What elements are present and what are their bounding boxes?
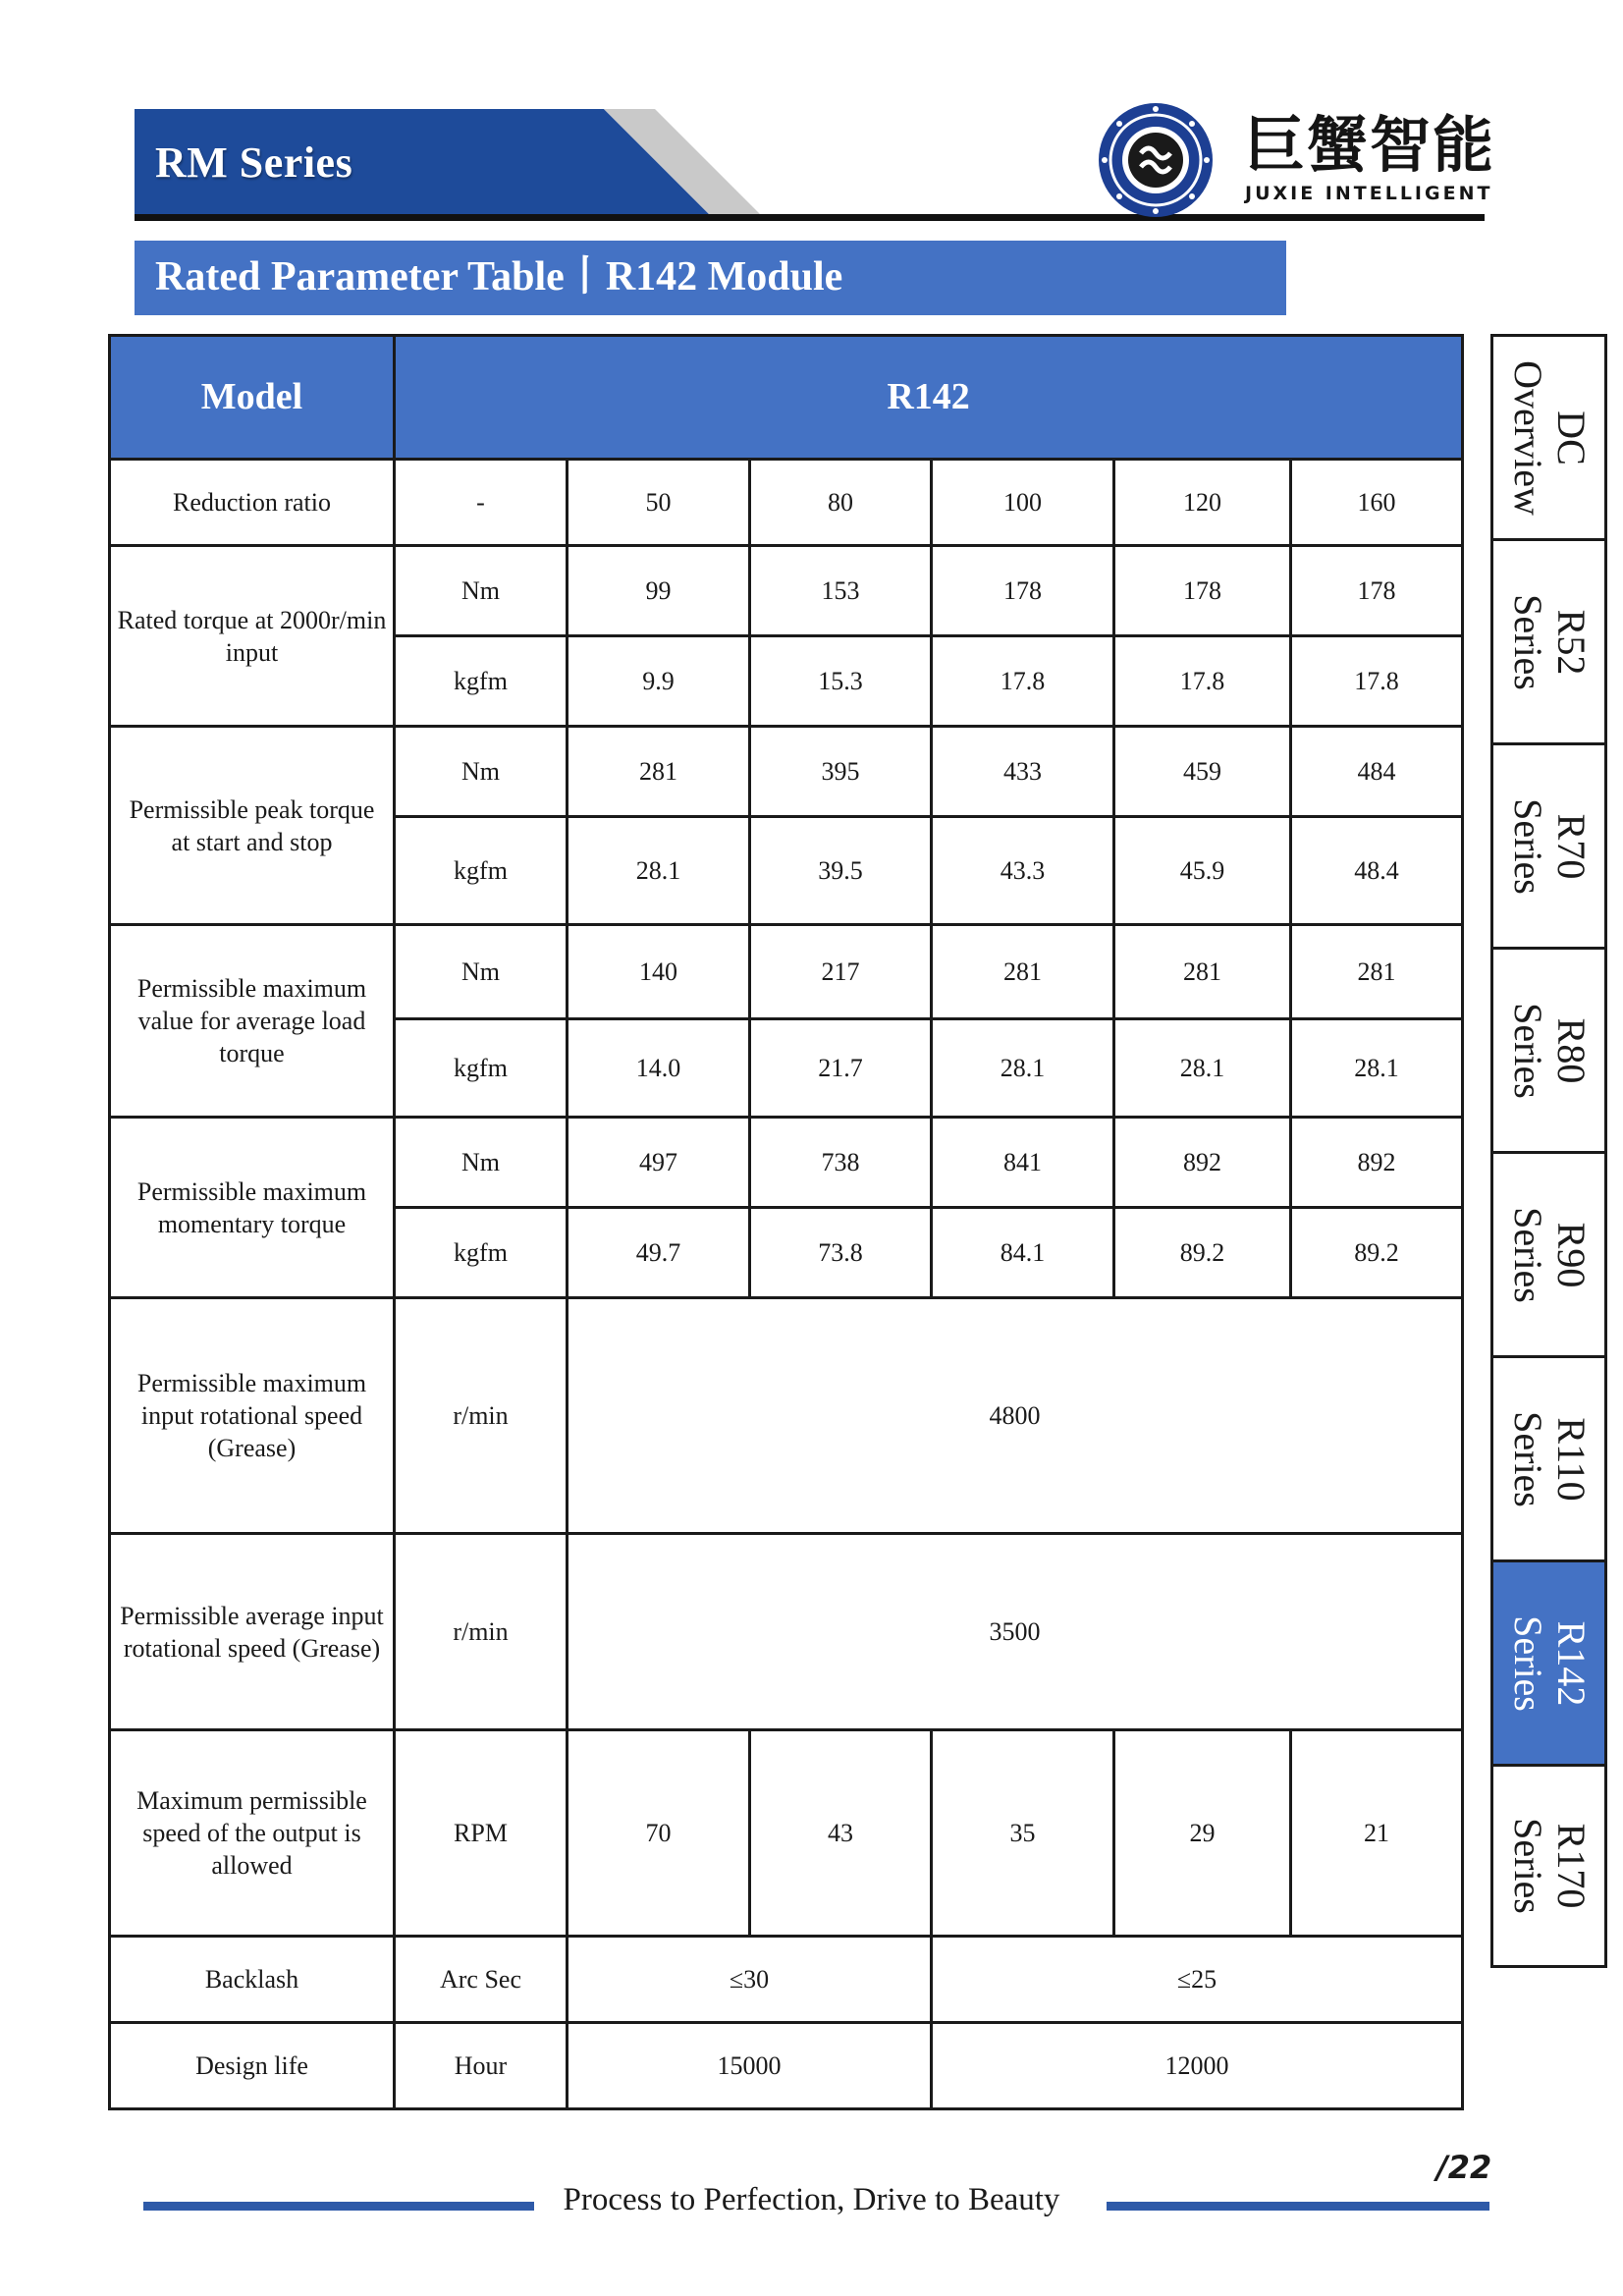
row-unit: Hour: [395, 2023, 568, 2109]
table-cell: 28.1: [1291, 1019, 1463, 1118]
row-unit: r/min: [395, 1534, 568, 1730]
table-cell: 281: [1114, 925, 1291, 1019]
row-unit: Nm: [395, 1118, 568, 1208]
brand-name-english: JUXIE INTELLIGENT: [1245, 183, 1493, 204]
table-cell: 89.2: [1291, 1208, 1463, 1298]
table-header-row: [110, 336, 1463, 460]
header-rule: [135, 214, 1485, 221]
row-label: Permissible maximum momentary torque: [110, 1118, 395, 1298]
row-label: Permissible peak torque at start and stop: [110, 727, 395, 925]
tab-label-line1: R80: [1548, 1017, 1594, 1083]
table-cell: 89.2: [1114, 1208, 1291, 1298]
row-label: Maximum permissible speed of the output is allowed: [110, 1730, 395, 1937]
table-cell: 15000: [568, 2023, 932, 2109]
table-cell: 84.1: [932, 1208, 1114, 1298]
table-cell: 28.1: [1114, 1019, 1291, 1118]
table-cell: 433: [932, 727, 1114, 817]
table-cell: 17.8: [1291, 636, 1463, 727]
table-cell: 153: [750, 546, 932, 636]
table-cell: ≤30: [568, 1937, 932, 2023]
table-cell: 43: [750, 1730, 932, 1937]
brand-logo-icon: [1098, 102, 1214, 218]
table-cell: 15.3: [750, 636, 932, 727]
tab-dc-overview[interactable]: [1490, 334, 1607, 538]
footer-slogan: Process to Perfection, Drive to Beauty: [563, 2182, 1060, 2217]
tab-label-line2: Series: [1505, 1410, 1550, 1507]
table-cell: 178: [1291, 546, 1463, 636]
table-cell: 140: [568, 925, 750, 1019]
tab-label-line1: R52: [1548, 609, 1594, 675]
row-unit: r/min: [395, 1298, 568, 1534]
tab-label-line2: Series: [1505, 1818, 1550, 1914]
table-cell: 35: [932, 1730, 1114, 1937]
tab-label-line1: R90: [1548, 1222, 1594, 1287]
row-unit: kgfm: [395, 1208, 568, 1298]
table-cell: 80: [750, 460, 932, 546]
table-cell: 120: [1114, 460, 1291, 546]
table-cell: ≤25: [932, 1937, 1463, 2023]
tab-label-line1: R70: [1548, 813, 1594, 879]
row-label: Reduction ratio: [110, 460, 395, 546]
model-value: R142: [395, 336, 1463, 460]
row-unit: Nm: [395, 727, 568, 817]
table-cell: 73.8: [750, 1208, 932, 1298]
row-unit: kgfm: [395, 817, 568, 925]
table-cell: 17.8: [932, 636, 1114, 727]
table-row: [110, 1298, 1463, 1534]
series-tab-nav: [1490, 334, 1607, 1968]
table-cell: 21.7: [750, 1019, 932, 1118]
table-cell: 70: [568, 1730, 750, 1937]
table-row: [110, 727, 1463, 817]
table-cell: 17.8: [1114, 636, 1291, 727]
table-cell: 45.9: [1114, 817, 1291, 925]
table-cell: 892: [1291, 1118, 1463, 1208]
row-label: Permissible maximum input rotational speed (Grease): [110, 1298, 395, 1534]
table-cell: 39.5: [750, 817, 932, 925]
table-row: [110, 460, 1463, 546]
row-label: Permissible average input rotational speed (Grease): [110, 1534, 395, 1730]
tab-label-line1: R110: [1548, 1416, 1594, 1502]
row-label: Design life: [110, 2023, 395, 2109]
tab-r90-series[interactable]: [1490, 1151, 1607, 1355]
table-cell: 43.3: [932, 817, 1114, 925]
table-cell: 484: [1291, 727, 1463, 817]
row-unit: kgfm: [395, 636, 568, 727]
table-cell: 28.1: [568, 817, 750, 925]
tab-label-line2: Series: [1505, 1206, 1550, 1303]
table-cell: 178: [1114, 546, 1291, 636]
table-row: [110, 1730, 1463, 1937]
table-cell: 4800: [568, 1298, 1463, 1534]
row-unit: Nm: [395, 546, 568, 636]
table-cell: 160: [1291, 460, 1463, 546]
tab-r70-series[interactable]: [1490, 742, 1607, 947]
tab-label-line1: R142: [1548, 1620, 1594, 1706]
table-cell: 12000: [932, 2023, 1463, 2109]
table-row: [110, 546, 1463, 636]
table-cell: 48.4: [1291, 817, 1463, 925]
row-label: Backlash: [110, 1937, 395, 2023]
row-label: Rated torque at 2000r/min input: [110, 546, 395, 727]
table-cell: 100: [932, 460, 1114, 546]
model-label: Model: [110, 336, 395, 460]
tab-label-line2: Overview: [1505, 359, 1550, 516]
row-unit: Nm: [395, 925, 568, 1019]
row-unit: RPM: [395, 1730, 568, 1937]
table-cell: 14.0: [568, 1019, 750, 1118]
table-cell: 738: [750, 1118, 932, 1208]
row-label: Permissible maximum value for average load torque: [110, 925, 395, 1118]
table-cell: 50: [568, 460, 750, 546]
table-row: [110, 1937, 1463, 2023]
table-cell: 892: [1114, 1118, 1291, 1208]
tab-r52-series[interactable]: [1490, 538, 1607, 742]
row-unit: Arc Sec: [395, 1937, 568, 2023]
tab-label-line1: DC: [1548, 410, 1594, 465]
tab-r110-series[interactable]: [1490, 1355, 1607, 1559]
page-number: /22: [1436, 2149, 1492, 2186]
table-cell: 3500: [568, 1534, 1463, 1730]
table-row: [110, 2023, 1463, 2109]
table-cell: 281: [568, 727, 750, 817]
table-cell: 49.7: [568, 1208, 750, 1298]
row-unit: -: [395, 460, 568, 546]
table-cell: 29: [1114, 1730, 1291, 1937]
table-row: [110, 925, 1463, 1019]
table-row: [110, 1534, 1463, 1730]
tab-label-line2: Series: [1505, 797, 1550, 895]
table-cell: 459: [1114, 727, 1291, 817]
tab-label-line1: R170: [1548, 1823, 1594, 1909]
rated-parameter-table: [108, 334, 1464, 2110]
tab-r80-series[interactable]: [1490, 947, 1607, 1151]
table-cell: 395: [750, 727, 932, 817]
series-title: RM Series: [155, 138, 353, 187]
table-row: [110, 1118, 1463, 1208]
brand-name-chinese: 巨蟹智能: [1244, 109, 1496, 181]
table-cell: 217: [750, 925, 932, 1019]
table-cell: 178: [932, 546, 1114, 636]
tab-label-line2: Series: [1505, 1002, 1550, 1099]
table-cell: 841: [932, 1118, 1114, 1208]
table-cell: 281: [1291, 925, 1463, 1019]
tab-r170-series[interactable]: [1490, 1764, 1607, 1968]
table-cell: 99: [568, 546, 750, 636]
table-cell: 281: [932, 925, 1114, 1019]
tab-r142-series[interactable]: [1490, 1559, 1607, 1764]
table-cell: 9.9: [568, 636, 750, 727]
tab-label-line2: Series: [1505, 1614, 1550, 1712]
table-cell: 21: [1291, 1730, 1463, 1937]
page-subtitle: Rated Parameter Table丨R142 Module: [155, 254, 843, 300]
table-cell: 497: [568, 1118, 750, 1208]
tab-label-line2: Series: [1505, 593, 1550, 690]
table-cell: 28.1: [932, 1019, 1114, 1118]
row-unit: kgfm: [395, 1019, 568, 1118]
